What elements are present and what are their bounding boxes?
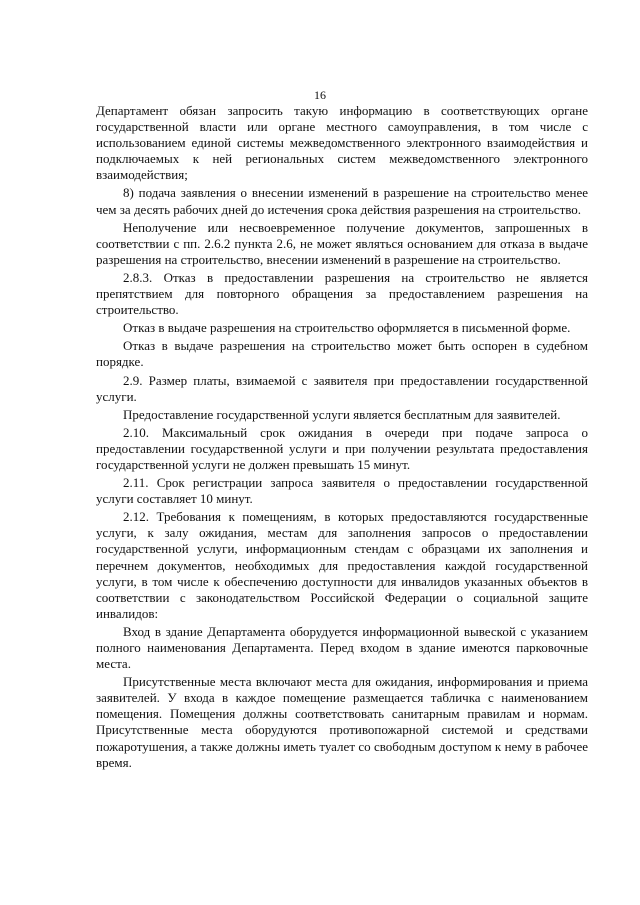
- paragraph: Неполучение или несвоевременное получение документов, запрошенных в соответствии с пп. 2.6.2 пункта 2.6, не может являться основанием для отказа в выдаче разрешения на строительство, внесении изменений в разрешение на строительство.: [96, 219, 588, 267]
- paragraph: Вход в здание Департамента оборудуется информационной вывеской с указанием полного наименования Департамента. Перед входом в здание имеются парковочные места.: [96, 623, 588, 672]
- paragraph: 2.11. Срок регистрации запроса заявителя о предоставлении государственной услуги составляет 10 минут.: [96, 475, 588, 507]
- paragraph: 2.12. Требования к помещениям, в которых предоставляются государственные услуги, к залу ожидания, местам для заполнения запросов о предоставлении государственной услуги, информационным стендам с образцами их заполнения и перечнем документов, необходимых для предоставления каждой государственной услуги, в том числе к обеспечению доступности для инвалидов указанных объектов в соответствии с законодательством Российской Федерации о социальной защите инвалидов:: [96, 509, 588, 621]
- paragraph: Отказ в выдаче разрешения на строительство оформляется в письменной форме.: [123, 320, 571, 336]
- paragraph: 2.10. Максимальный срок ожидания в очереди при подаче запроса о предоставлении государственной услуги и при получении результата предоставления государственной услуги не должен превышать 15 минут.: [96, 424, 588, 472]
- paragraph: 2.9. Размер платы, взимаемой с заявителя при предоставлении государственной услуги.: [96, 372, 588, 404]
- page-number: 16: [314, 88, 326, 102]
- paragraph: Предоставление государственной услуги является бесплатным для заявителей.: [123, 406, 561, 422]
- paragraph: 2.8.3. Отказ в предоставлении разрешения на строительство не является препятствием для повторного обращения за предоставлением разрешения на строительство.: [96, 269, 588, 318]
- paragraph: Присутственные места включают места для ожидания, информирования и приема заявителей. У входа в каждое помещение размещается табличка с наименованием помещения. Помещения должны соответствовать санитарным правилам и нормам. Присутственные места оборудуются противопожарной системой и средствами пожаротушения, а также должны иметь туалет со свободным доступом к нему в рабочее время.: [96, 674, 588, 770]
- paragraph: 8) подача заявления о внесении изменений в разрешение на строительство менее чем за десять рабочих дней до истечения срока действия разрешения на строительство.: [96, 185, 588, 217]
- paragraph: Отказ в выдаче разрешения на строительство может быть оспорен в судебном порядке.: [96, 338, 588, 370]
- document-body: [96, 103, 588, 771]
- paragraph: Департамент обязан запросить такую информацию в соответствующих органе государственной власти или органе местного самоуправления, в том числе с использованием единой системы межведомственного электронного взаимодействия и подключаемых к ней региональных систем межведомственного электронного взаимодействия;: [96, 103, 588, 183]
